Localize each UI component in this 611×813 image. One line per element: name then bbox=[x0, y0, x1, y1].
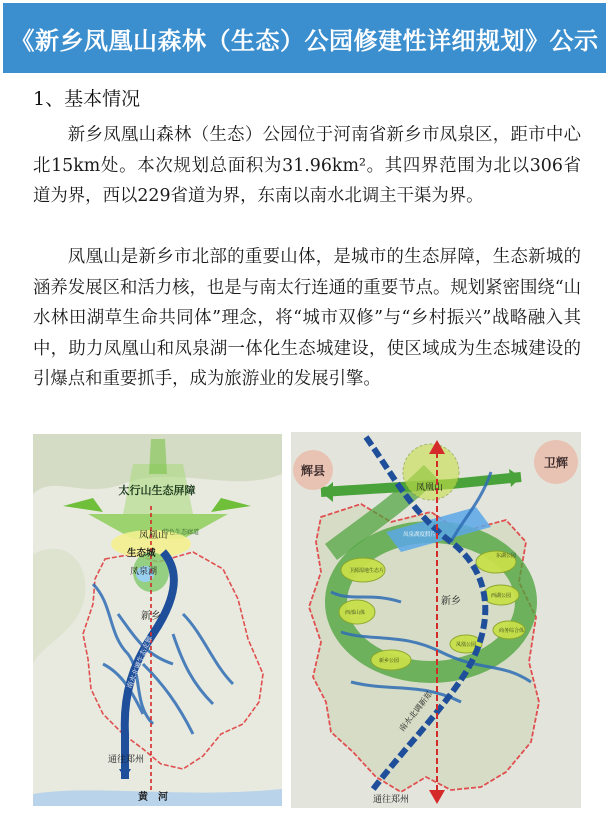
mountain-label-right: 凤凰山 bbox=[416, 483, 444, 493]
south-label-right: 通往郑州 bbox=[373, 795, 410, 805]
page-title: 《新乡凤凰山森林（生态）公园修建性详细规划》公示 bbox=[10, 26, 599, 55]
canal-label-right: 南水北调新郑 bbox=[397, 689, 435, 734]
river-label: 黄 河 bbox=[138, 792, 168, 803]
title-banner bbox=[3, 3, 606, 73]
node-label-6: 凤凰公园 bbox=[456, 642, 477, 648]
node-label-4: 西湖公园 bbox=[491, 593, 512, 599]
barrier-label: 太行山生态屏障 bbox=[118, 484, 196, 497]
city-label: 新乡 bbox=[141, 611, 161, 622]
node-label-2: 新乡公园 bbox=[379, 658, 400, 664]
site-structure-map bbox=[291, 432, 581, 808]
section-heading: 1、基本情况 bbox=[33, 88, 141, 110]
node-label-0: 卫源湿地生态片 bbox=[349, 568, 385, 574]
weihui-label: 卫辉 bbox=[543, 456, 569, 470]
regional-map-graphic bbox=[33, 434, 282, 806]
south-label: 通往郑州 bbox=[108, 755, 145, 765]
node-label-3: 东湖公园 bbox=[496, 553, 517, 559]
node-label-1: 西部山体 bbox=[345, 610, 366, 616]
mountain-label: 凤凰山 bbox=[139, 530, 168, 541]
site-map-graphic bbox=[291, 432, 581, 808]
green-corridor-label: 特色生态廊道 bbox=[163, 529, 200, 536]
city-label-right: 新乡 bbox=[441, 596, 461, 607]
node-label-5: 商务综合体 bbox=[499, 628, 525, 634]
lake-label: 凤泉湖 bbox=[130, 567, 158, 577]
regional-ecology-map bbox=[33, 434, 282, 806]
core-label: 生态城 bbox=[127, 548, 156, 559]
canal-corridor-label: 南水北调生态走廊 bbox=[125, 634, 154, 690]
paragraph-significance: 凤凰山是新乡市北部的重要山体，是城市的生态屏障，生态新城的涵养发展区和活力核，也是与南太行连通的重要节点。规划紧密围绕“山水林田湖草生命共同体”理念，将“城市双修”与“乡村振兴”战略融入其中，助力凤凰山和凤泉湖一体化生态城建设，使区域成为生态城建设的引爆点和重要抓手，成为旅游业的发展引擎。 bbox=[33, 247, 582, 389]
paragraph-location: 新乡凤凰山森林（生态）公园位于河南省新乡市凤泉区，距市中心北15km处。本次规划总面积为31.96km²。其四界范围为北以306省道为界，西以229省道为界，东南以南水北调主干渠为界。 bbox=[33, 125, 581, 206]
huixian-label: 辉县 bbox=[300, 464, 326, 478]
lake-label-right: 凤泉湖度假片 bbox=[403, 532, 437, 538]
